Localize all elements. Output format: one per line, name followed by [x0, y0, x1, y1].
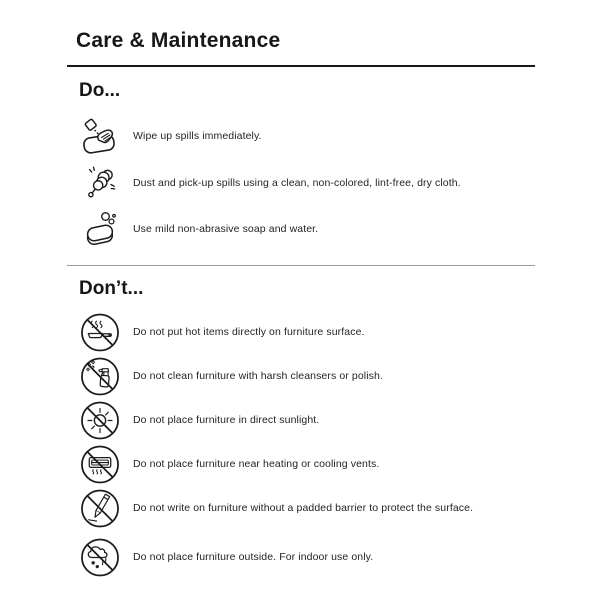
no-writing-icon — [80, 488, 120, 529]
dont-item-text: Do not clean furniture with harsh cleansers or polish. — [133, 370, 383, 382]
dont-item-text: Do not place furniture outside. For indoor use only. — [133, 551, 374, 563]
dont-item — [80, 486, 552, 530]
dont-item-text: Do not put hot items directly on furniture surface. — [133, 326, 365, 338]
header-rule — [67, 65, 535, 67]
do-item — [80, 207, 552, 251]
page-title: Care & Maintenance — [76, 29, 281, 52]
dont-item — [80, 398, 552, 442]
feather-duster-icon — [80, 164, 120, 202]
no-direct-sunlight-icon — [80, 400, 120, 441]
soap-icon — [80, 210, 120, 248]
section-divider — [67, 265, 535, 266]
dont-item-text: Do not write on furniture without a padded barrier to protect the surface. — [133, 502, 474, 514]
dont-section-heading: Don’t... — [79, 278, 144, 299]
dont-item-text: Do not place furniture in direct sunlight. — [133, 414, 320, 426]
dont-item — [80, 442, 552, 486]
no-vents-icon — [80, 444, 120, 485]
dont-item — [80, 310, 552, 354]
no-harsh-cleansers-icon — [80, 356, 120, 397]
do-item — [80, 114, 552, 158]
do-item — [80, 161, 552, 205]
dont-item-text: Do not place furniture near heating or cooling vents. — [133, 458, 380, 470]
do-item-text: Wipe up spills immediately. — [133, 130, 262, 142]
do-item-text: Use mild non-abrasive soap and water. — [133, 223, 319, 235]
wipe-cloth-icon — [80, 117, 120, 155]
dont-item — [80, 535, 552, 579]
do-item-text: Dust and pick-up spills using a clean, non-colored, lint-free, dry cloth. — [133, 177, 461, 189]
no-outdoor-icon — [80, 537, 120, 578]
no-hot-items-icon — [80, 312, 120, 353]
do-section-heading: Do... — [79, 80, 121, 101]
dont-item — [80, 354, 552, 398]
